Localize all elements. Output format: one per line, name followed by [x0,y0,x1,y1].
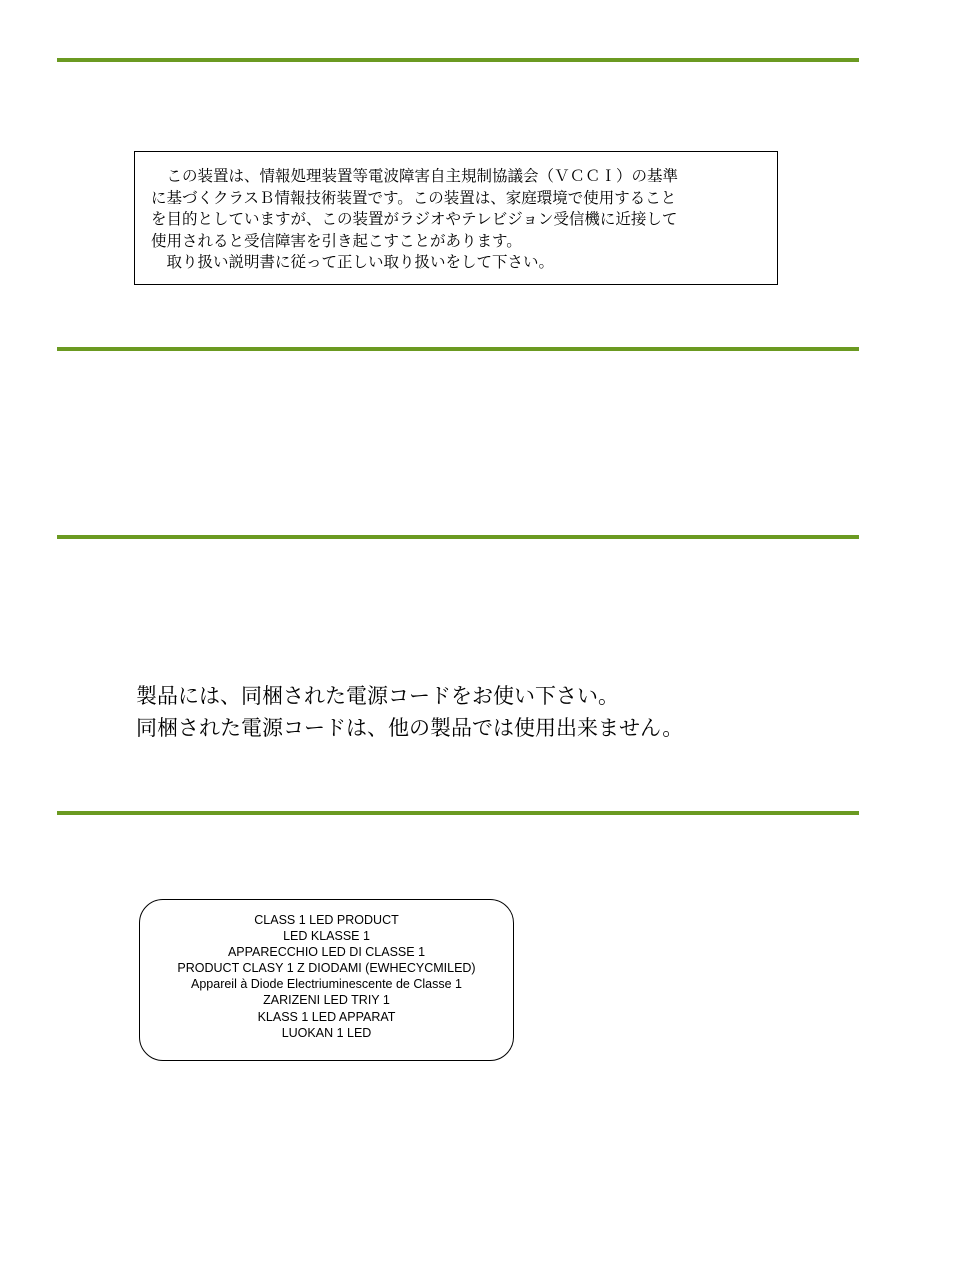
power-cord-notice-line: 同梱された電源コードは、他の製品では使用出来ません。 [136,716,684,740]
led-label-line: Appareil à Diode Electriuminescente de Classe 1 [191,977,462,992]
led-label-line: ZARIZENI LED TRIY 1 [263,993,390,1008]
section-divider-3 [57,535,859,539]
led-safety-label [139,899,514,1061]
section-divider-2 [57,347,859,351]
vcci-notice-line: 取り扱い説明書に従って正しい取り扱いをして下さい。 [151,253,555,272]
section-divider-1 [57,58,859,62]
power-cord-notice-line: 製品には、同梱された電源コードをお使い下さい。 [136,684,619,708]
vcci-notice-line: この装置は、情報処理装置等電波障害自主規制協議会（ＶＣＣＩ）の基準 [151,167,679,185]
led-label-line: LUOKAN 1 LED [281,1025,372,1040]
led-label-line: CLASS 1 LED PRODUCT [254,913,399,927]
power-cord-notice [136,680,683,744]
led-label-line: APPARECCHIO LED DI CLASSE 1 [227,945,426,960]
vcci-notice-line: 使用されると受信障害を引き起こすことがあります。 [151,231,522,250]
vcci-notice-line: に基づくクラスＢ情報技術装置です。この装置は、家庭環境で使用すること [151,188,677,207]
vcci-notice-line: を目的としていますが、この装置がラジオやテレビジョン受信機に近接して [151,210,678,229]
led-label-line: PRODUCT CLASY 1 Z DIODAMI (EWHECYCMILED) [177,961,476,976]
section-divider-4 [57,811,859,815]
vcci-notice-box [134,151,778,285]
led-label-line: KLASS 1 LED APPARAT [257,1009,396,1024]
led-label-line: LED KLASSE 1 [283,929,370,944]
